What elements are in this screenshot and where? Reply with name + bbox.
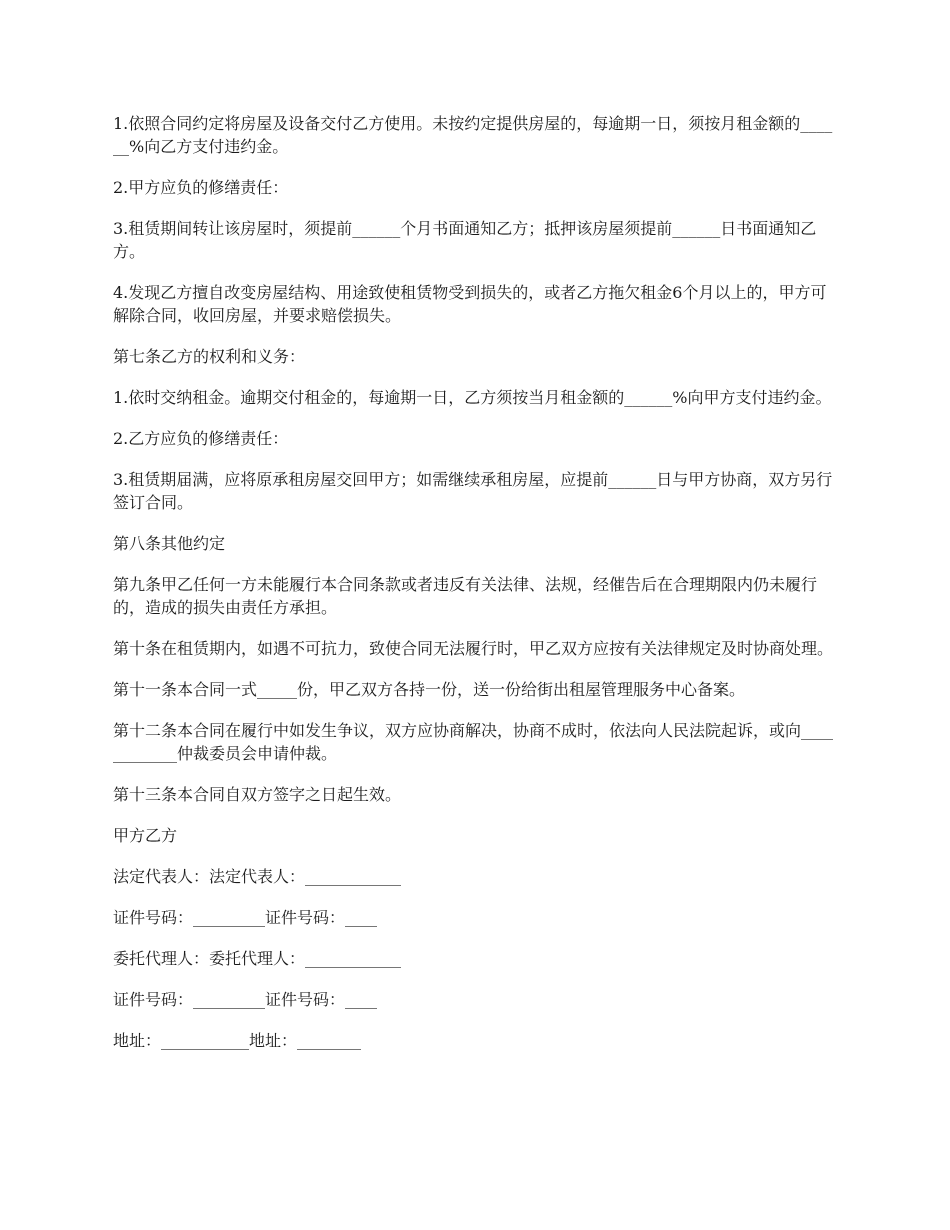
article-10: 第十条在租赁期内，如遇不可抗力，致使合同无法履行时，甲乙双方应按有关法律规定及时协商处理。 bbox=[113, 639, 834, 658]
signature-address: 地址：___________地址：________ bbox=[113, 1031, 362, 1050]
article-7-heading: 第七条乙方的权利和义务： bbox=[113, 347, 306, 366]
clause-tenant-return: 3.租赁期届满，应将原承租房屋交回甲方；如需继续承租房屋，应提前______日与甲方协商，双方另行签订合同。 bbox=[113, 470, 833, 512]
signature-agent: 委托代理人：委托代理人：____________ bbox=[113, 949, 402, 968]
clause-landlord-terminate: 4.发现乙方擅自改变房屋结构、用途致使租赁物受到损失的，或者乙方拖欠租金6个月以上的，甲方可解除合同，收回房屋，并要求赔偿损失。 bbox=[113, 283, 827, 325]
clause-landlord-repair: 2.甲方应负的修缮责任： bbox=[113, 178, 289, 197]
parties-heading: 甲方乙方 bbox=[113, 826, 178, 845]
signature-legal-rep: 法定代表人：法定代表人：____________ bbox=[113, 867, 402, 886]
article-11: 第十一条本合同一式_____份，甲乙双方各持一份，送一份给街出租屋管理服务中心备案。 bbox=[113, 680, 746, 699]
signature-id-number-2: 证件号码：_________证件号码：____ bbox=[113, 990, 378, 1009]
document-page bbox=[113, 112, 840, 1070]
article-9: 第九条甲乙任何一方未能履行本合同条款或者违反有关法律、法规，经催告后在合理期限内仍未履行的，造成的损失由责任方承担。 bbox=[113, 575, 818, 617]
article-12: 第十二条本合同在履行中如发生争议，双方应协商解决，协商不成时，依法向人民法院起诉，或向____________仲裁委员会申请仲裁。 bbox=[113, 721, 834, 763]
article-8-heading: 第八条其他约定 bbox=[113, 534, 226, 553]
clause-landlord-deliver: 1.依照合同约定将房屋及设备交付乙方使用。未按约定提供房屋的，每逾期一日，须按月租金额的______%向乙方支付违约金。 bbox=[113, 114, 833, 156]
clause-tenant-pay-rent: 1.依时交纳租金。逾期交付租金的，每逾期一日，乙方须按当月租金额的______%向甲方支付违约金。 bbox=[113, 388, 832, 407]
article-13: 第十三条本合同自双方签字之日起生效。 bbox=[113, 785, 402, 804]
clause-landlord-transfer-notice: 3.租赁期间转让该房屋时，须提前______个月书面通知乙方；抵押该房屋须提前______日书面通知乙方。 bbox=[113, 219, 817, 261]
signature-id-number-1: 证件号码：_________证件号码：____ bbox=[113, 908, 378, 927]
clause-tenant-repair: 2.乙方应负的修缮责任： bbox=[113, 429, 289, 448]
